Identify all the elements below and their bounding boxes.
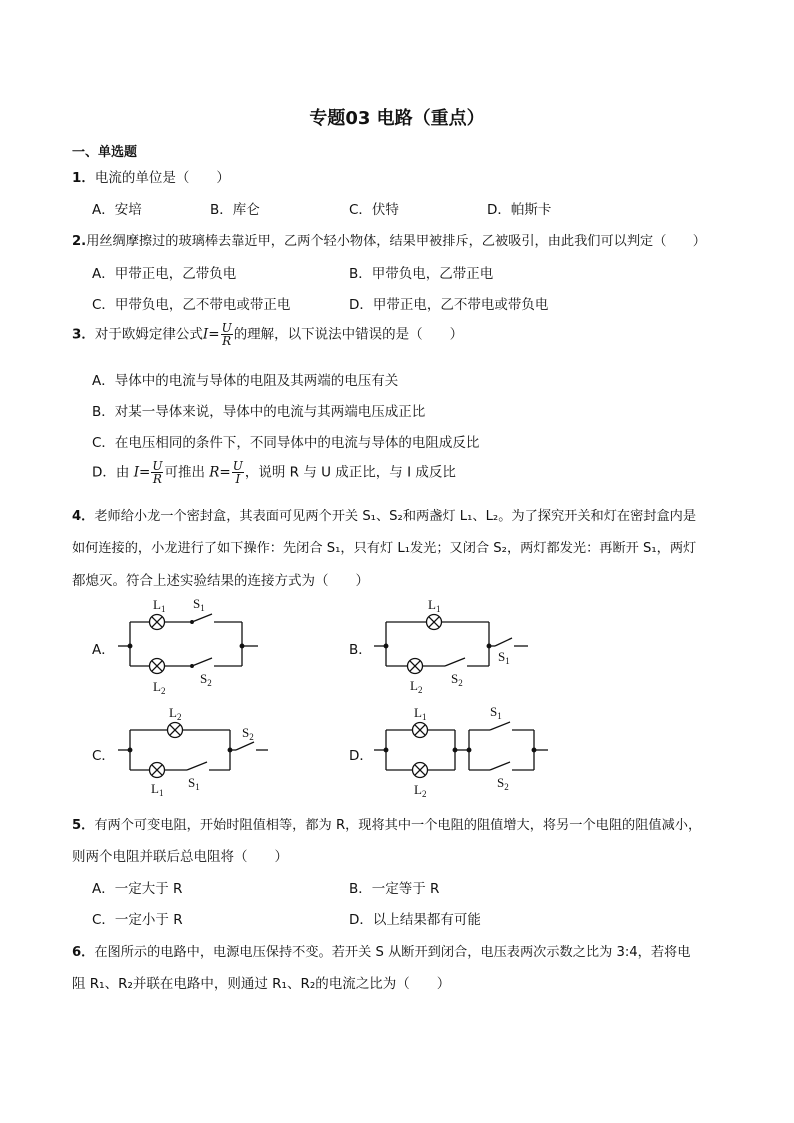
option-text: ，说明 R 与 U 成正比，与 I 成反比 <box>244 464 456 481</box>
option-a: A．一定大于 R <box>92 881 183 897</box>
fraction-numerator: U <box>232 459 243 473</box>
page-title: 专题03 电路（重点） <box>309 108 485 129</box>
fraction-numerator: U <box>152 459 163 473</box>
question-stem-line: 在图所示的电路中，电源电压保持不变。若开关 S 从断开到闭合，电压表两次示数之比为 3:4，若将电 <box>94 945 691 960</box>
option-c-label: C． <box>92 748 115 764</box>
label-s1: $S_1$ <box>498 649 510 666</box>
question-number: 5． <box>72 818 95 833</box>
question-stem: 电流的单位是（ ） <box>94 170 230 186</box>
question-stem-line: 阻 R₁、R₂并联在电路中，则通过 R₁、R₂的电流之比为（ ） <box>72 976 451 992</box>
lamp-icon <box>168 723 183 738</box>
option-c: C．在电压相同的条件下，不同导体中的电流与导体的电阻成反比 <box>92 435 480 451</box>
circuit-d <box>374 722 548 770</box>
question-number: 2. <box>72 234 87 249</box>
lamp-icon <box>427 615 442 630</box>
option-b: B．一定等于 R <box>349 881 440 897</box>
option-b: B．甲带负电，乙带正电 <box>349 266 494 282</box>
question-stem-line: 如何连接的，小龙进行了如下操作：先闭合 S₁，只有灯 L₁发光；又闭合 S₂，两灯都发光：再断开 S₁，两灯 <box>72 541 697 556</box>
option-c: C．一定小于 R <box>92 912 183 928</box>
label-l1: $L_1$ <box>153 597 166 614</box>
option-b: B．对某一导体来说，导体中的电流与其两端电压成正比 <box>92 404 426 420</box>
option-c: C．甲带负电，乙不带电或带正电 <box>92 297 291 313</box>
formula-lhs: R= <box>209 464 231 481</box>
label-l1: $L_1$ <box>151 781 164 798</box>
label-l2: $L_2$ <box>414 782 427 799</box>
formula-lhs: I= <box>133 464 151 481</box>
label-s1: $S_1$ <box>193 596 205 613</box>
question-6 <box>72 941 690 960</box>
lamp-icon <box>150 615 165 630</box>
question-number: 6． <box>72 945 95 960</box>
question-5 <box>72 814 701 833</box>
question-stem: 用丝绸摩擦过的玻璃棒去靠近甲，乙两个轻小物体，结果甲被排斥，乙被吸引，由此我们可以判定（ ） <box>86 234 706 249</box>
label-s2: $S_2$ <box>242 725 254 742</box>
option-d: D．帕斯卡 <box>487 202 552 218</box>
section-heading: 一、单选题 <box>72 145 138 160</box>
fraction-denominator: I <box>235 472 241 486</box>
formula-lhs: I= <box>202 326 220 343</box>
option-prefix: D．由 <box>92 464 134 481</box>
label-s2: $S_2$ <box>200 671 212 688</box>
lamp-icon <box>408 659 423 674</box>
label-s1: $S_1$ <box>188 775 200 792</box>
question-number: 4． <box>72 509 95 524</box>
question-number: 3． <box>72 326 95 343</box>
label-l1: $L_1$ <box>414 705 427 722</box>
label-l2: $L_2$ <box>410 678 423 695</box>
fraction-denominator: R <box>152 472 162 486</box>
question-stem-part: 的理解，以下说法中错误的是（ ） <box>233 326 464 343</box>
option-c: C．伏特 <box>349 202 399 218</box>
option-b-label: B． <box>349 642 372 658</box>
option-a-label: A． <box>92 642 115 658</box>
label-s1: $S_1$ <box>490 704 502 721</box>
question-stem-line: 都熄灭。符合上述实验结果的连接方式为（ ） <box>72 573 369 589</box>
question-stem-line: 有两个可变电阻，开始时阻值相等，都为 R，现将其中一个电阻的阻值增大，将另一个电阻的阻值减小， <box>94 818 702 833</box>
label-s2: $S_2$ <box>451 671 463 688</box>
question-stem-line: 则两个电阻并联后总电阻将（ ） <box>72 849 288 865</box>
option-a: A．安培 <box>92 202 142 218</box>
label-l1: $L_1$ <box>428 597 441 614</box>
label-l2: $L_2$ <box>169 705 182 722</box>
lamp-icon <box>150 659 165 674</box>
question-number: 1． <box>72 170 95 186</box>
lamp-icon <box>150 763 165 778</box>
lamp-icon <box>413 763 428 778</box>
label-l2: $L_2$ <box>153 679 166 696</box>
fraction-denominator: R <box>222 334 232 348</box>
fraction-numerator: U <box>221 321 232 335</box>
option-d-label: D． <box>349 748 373 764</box>
question-stem-line: 老师给小龙一个密封盒，其表面可见两个开关 S₁、S₂和两盏灯 L₁、L₂。为了探究开关和灯在密封盒内是 <box>94 509 697 524</box>
option-b: B．库仑 <box>210 202 260 218</box>
label-s2: $S_2$ <box>497 775 509 792</box>
option-text: 可推出 <box>164 464 210 481</box>
option-a: A．导体中的电流与导体的电阻及其两端的电压有关 <box>92 373 399 389</box>
option-a: A．甲带正电，乙带负电 <box>92 266 237 282</box>
lamp-icon <box>413 723 428 738</box>
option-d: D．以上结果都有可能 <box>349 912 481 928</box>
question-stem-part: 对于欧姆定律公式 <box>94 326 203 343</box>
option-d: D．甲带正电，乙不带电或带负电 <box>349 297 549 313</box>
circuit-a <box>118 614 258 667</box>
